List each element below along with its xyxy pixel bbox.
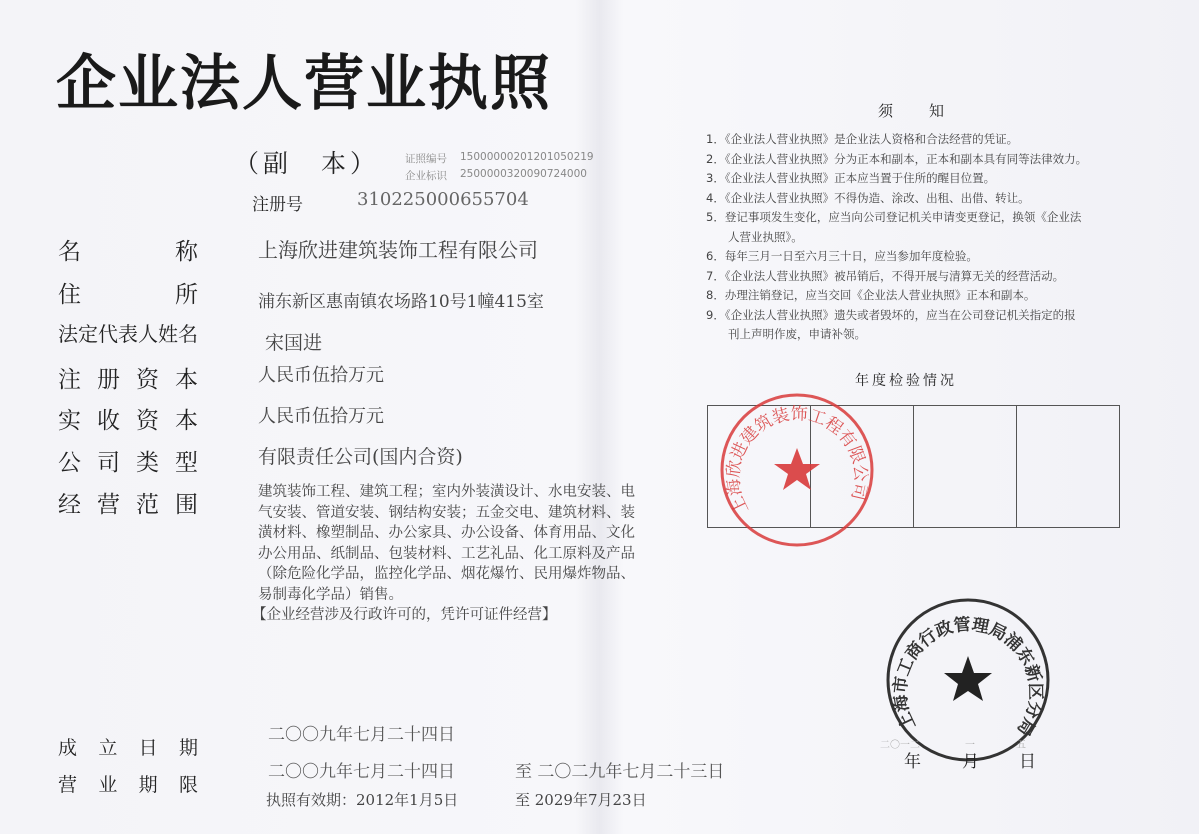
annual-inspection-title: 年度检验情况 bbox=[855, 373, 957, 389]
scope-line: 建筑装饰工程、建筑工程；室内外装潢设计、水电安装、电 bbox=[258, 484, 635, 500]
legal-representative: 宋国进 bbox=[265, 332, 323, 354]
inspection-cell bbox=[914, 406, 1017, 527]
term-end: 至 二〇二九年七月二十三日 bbox=[515, 762, 725, 782]
scope-line: 【企业经营涉及行政许可的，凭许可证件经营】 bbox=[252, 607, 557, 623]
cert-number-label: 证照编号 bbox=[405, 153, 447, 165]
paid-in-capital-label: 实收资本 bbox=[58, 408, 198, 434]
issue-month: 一 bbox=[965, 740, 975, 751]
authority-seal-text: 上海市工商行政管理局浦东新区分局 bbox=[890, 614, 1046, 740]
validity-start: 执照有效期：2012年1月5日 bbox=[266, 791, 459, 809]
day-label: 日 bbox=[1019, 752, 1036, 772]
scope-line: 潢材料、橡塑制品、办公家具、办公设备、体育用品、文化 bbox=[258, 525, 635, 541]
company-seal bbox=[717, 390, 877, 550]
notice-item: 刊上声明作废，申请补领。 bbox=[728, 327, 866, 341]
registration-label: 注册号 bbox=[252, 195, 303, 215]
month-label: 月 bbox=[962, 752, 979, 772]
star-icon bbox=[944, 656, 992, 701]
business-scope bbox=[252, 482, 663, 626]
name-label: 名称 bbox=[58, 239, 198, 265]
company-name: 上海欣进建筑装饰工程有限公司 bbox=[258, 238, 538, 262]
enterprise-id-label: 企业标识 bbox=[405, 170, 447, 182]
star-icon bbox=[774, 448, 820, 490]
notice-item: 人营业执照》。 bbox=[728, 229, 803, 244]
issue-day: 五 bbox=[1016, 740, 1026, 751]
notice-item: 8．办理注销登记，应当交回《企业法人营业执照》正本和副本。 bbox=[706, 288, 1036, 302]
registration-number: 310225000655704 bbox=[357, 189, 529, 210]
notice-item: 3．《企业法人营业执照》正本应当置于住所的醒目位置。 bbox=[706, 171, 996, 185]
address-label: 住所 bbox=[58, 282, 198, 308]
registered-capital: 人民币伍拾万元 bbox=[258, 365, 384, 386]
scope-line: 办公用品、纸制品、包装材料、工艺礼品、化工原料及产品 bbox=[258, 545, 635, 562]
scope-line: 气安装、管道安装、钢结构安装；五金交电、建筑材料、装 bbox=[258, 504, 635, 521]
term-label: 营业期限 bbox=[58, 774, 198, 796]
year-label: 年 bbox=[904, 752, 921, 772]
legal-representative-label: 法定代表人姓名 bbox=[58, 322, 198, 346]
established-date: 二〇〇九年七月二十四日 bbox=[268, 725, 455, 745]
company-type-label: 公司类型 bbox=[58, 450, 198, 476]
scope-line: 易制毒化学品）销售。 bbox=[258, 586, 403, 603]
address: 浦东新区惠南镇农场路10号1幢415室 bbox=[258, 292, 544, 312]
paid-in-capital: 人民币伍拾万元 bbox=[258, 406, 384, 427]
term-start: 二〇〇九年七月二十四日 bbox=[268, 762, 455, 782]
inspection-cell bbox=[1017, 406, 1119, 527]
document-title: 企业法人营业执照 bbox=[56, 49, 552, 119]
cert-number: 15000000201201050219 bbox=[460, 151, 594, 163]
company-type: 有限责任公司(国内合资) bbox=[258, 446, 463, 468]
scope-line: （除危险化学品，监控化学品、烟花爆竹、民用爆炸物品、 bbox=[258, 566, 635, 582]
registered-capital-label: 注册资本 bbox=[58, 367, 198, 393]
business-scope-label: 经营范围 bbox=[58, 492, 198, 518]
copy-label: （副 本） bbox=[234, 149, 380, 178]
established-label: 成立日期 bbox=[58, 737, 198, 759]
notice-item: 2．《企业法人营业执照》分为正本和副本，正本和副本具有同等法律效力。 bbox=[706, 151, 1088, 166]
notice-item: 4．《企业法人营业执照》不得伪造、涂改、出租、出借、转让。 bbox=[706, 190, 1030, 205]
notice-item: 9．《企业法人营业执照》遗失或者毁坏的，应当在公司登记机关指定的报 bbox=[706, 307, 1076, 322]
issue-year-prefix: 二〇一二 bbox=[880, 740, 920, 751]
enterprise-id: 2500000320090724000 bbox=[460, 168, 587, 180]
validity-end: 至 2029年7月23日 bbox=[515, 791, 647, 809]
notice-item: 6．每年三月一日至六月三十日，应当参加年度检验。 bbox=[706, 249, 978, 263]
notice-item: 5．登记事项发生变化，应当向公司登记机关申请变更登记，换领《企业法 bbox=[706, 210, 1082, 224]
company-seal-text: 上海欣进建筑装饰工程有限公司 bbox=[723, 404, 871, 517]
notice-title: 须知 bbox=[878, 102, 981, 120]
notice-item: 1．《企业法人营业执照》是企业法人资格和合法经营的凭证。 bbox=[706, 132, 1019, 146]
notice-list bbox=[706, 130, 1126, 345]
notice-item: 7．《企业法人营业执照》被吊销后，不得开展与清算无关的经营活动。 bbox=[706, 268, 1065, 283]
